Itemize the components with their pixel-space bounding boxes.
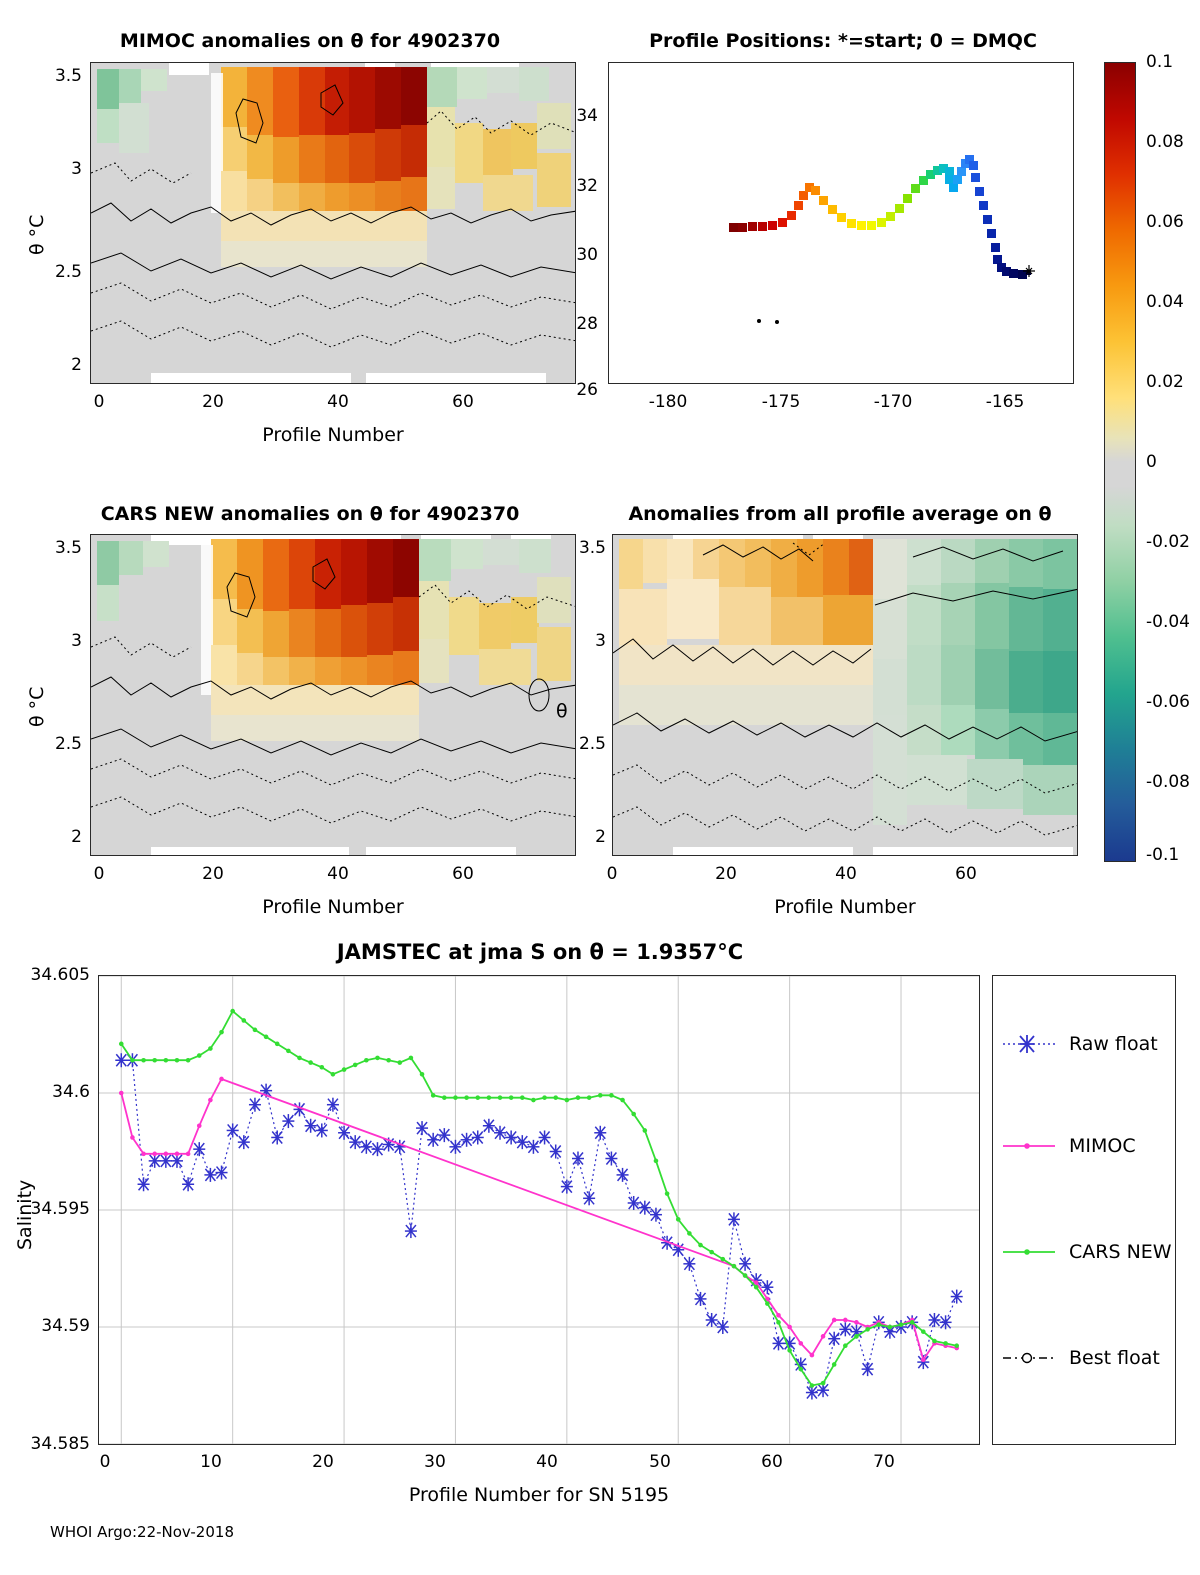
cars-xlabel: Profile Number: [262, 896, 404, 918]
jamstec-xtick-30: 30: [424, 1452, 446, 1472]
cars-ylabel: θ °C: [26, 686, 48, 727]
legend-label-cars-new: CARS NEW: [1069, 1241, 1172, 1263]
allprof-title: Anomalies from all profile average on θ: [628, 503, 1052, 525]
legend-label-mimoc: MIMOC: [1069, 1135, 1136, 1157]
colorbar-tick-3: 0.04: [1146, 292, 1184, 312]
cars-heatmap: [91, 535, 576, 856]
jamstec-xtick-50: 50: [649, 1452, 671, 1472]
positions-xtick--180: -180: [648, 392, 688, 412]
jamstec-xlabel: Profile Number for SN 5195: [408, 1484, 670, 1506]
positions-xtick--175: -175: [761, 392, 801, 412]
colorbar-tick-2: 0.06: [1146, 212, 1184, 232]
jamstec-ytick-34.595: 34.595: [30, 1199, 90, 1219]
mimoc-ylabel: θ °C: [26, 214, 48, 255]
allprof-xtick-20: 20: [715, 864, 737, 884]
colorbar-tick-0: 0.1: [1146, 52, 1174, 72]
mimoc-title: MIMOC anomalies on θ for 4902370: [119, 30, 501, 52]
positions-ytick-30: 30: [576, 245, 598, 265]
mimoc-ytick-3: 3: [71, 159, 82, 179]
positions-ytick-28: 28: [576, 314, 598, 334]
jamstec-ytick-34.59: 34.59: [41, 1316, 90, 1336]
colorbar-tick-1: 0.08: [1146, 132, 1184, 152]
allprof-ytick-3: 3: [595, 631, 606, 651]
jamstec-xtick-0: 0: [99, 1452, 111, 1472]
jamstec-ylabel: Salinity: [14, 1179, 36, 1250]
allprof-ytick-2.5: 2.5: [578, 734, 606, 754]
jamstec-ytick-34.6: 34.6: [52, 1082, 90, 1102]
positions-ytick-26: 26: [576, 380, 598, 400]
allprof-xlabel: Profile Number: [774, 896, 916, 918]
cars-ytick-2.5: 2.5: [54, 734, 82, 754]
mimoc-xtick-20: 20: [202, 392, 224, 412]
mimoc-plot-area: [90, 62, 576, 384]
mimoc-ytick-2: 2: [71, 355, 82, 375]
cars-xtick-0: 0: [93, 864, 105, 884]
legend-label-best-float: Best float: [1069, 1347, 1160, 1369]
cars-ytick-3.5: 3.5: [54, 538, 82, 558]
jamstec-xtick-60: 60: [761, 1452, 783, 1472]
allprof-xtick-40: 40: [835, 864, 857, 884]
legend-label-raw-float: Raw float: [1069, 1033, 1158, 1055]
mimoc-heatmap: [91, 63, 576, 384]
colorbar-tick-7: -0.04: [1146, 612, 1190, 632]
positions-plot-area: [608, 62, 1074, 384]
positions-xtick--170: -170: [873, 392, 913, 412]
allprof-plot-area: [612, 534, 1078, 856]
colorbar-tick-4: 0.02: [1146, 372, 1184, 392]
colorbar-tick-9: -0.08: [1146, 772, 1190, 792]
cars-title: CARS NEW anomalies on θ for 4902370: [100, 503, 520, 525]
cars-xtick-40: 40: [327, 864, 349, 884]
colorbar-tick-8: -0.06: [1146, 692, 1190, 712]
cars-ytick-2: 2: [71, 827, 82, 847]
positions-ytick-32: 32: [576, 176, 598, 196]
colorbar-gradient: [1105, 63, 1135, 861]
cars-annotation-theta: θ: [556, 700, 568, 722]
mimoc-xlabel: Profile Number: [262, 424, 404, 446]
mimoc-xtick-0: 0: [93, 392, 105, 412]
colorbar: [1104, 62, 1136, 862]
mimoc-ytick-3.5: 3.5: [54, 66, 82, 86]
colorbar-tick-6: -0.02: [1146, 532, 1190, 552]
colorbar-tick-10: -0.1: [1146, 845, 1180, 865]
mimoc-ytick-2.5: 2.5: [54, 262, 82, 282]
cars-xtick-20: 20: [202, 864, 224, 884]
jamstec-xtick-40: 40: [536, 1452, 558, 1472]
footer-text: WHOI Argo:22-Nov-2018: [50, 1523, 234, 1541]
positions-title: Profile Positions: *=start; 0 = DMQC: [649, 30, 1037, 52]
jamstec-xtick-70: 70: [873, 1452, 895, 1472]
cars-xtick-60: 60: [452, 864, 474, 884]
allprof-ytick-2: 2: [595, 827, 606, 847]
colorbar-tick-5: 0: [1146, 452, 1157, 472]
jamstec-xtick-20: 20: [312, 1452, 334, 1472]
jamstec-title: JAMSTEC at jma S on θ = 1.9357°C: [336, 940, 744, 964]
jamstec-ytick-34.605: 34.605: [30, 965, 90, 985]
positions-ytick-34: 34: [576, 106, 598, 126]
allprof-xtick-60: 60: [955, 864, 977, 884]
jamstec-xtick-10: 10: [200, 1452, 222, 1472]
jamstec-series-plot: [99, 976, 979, 1444]
jamstec-ytick-34.585: 34.585: [30, 1434, 90, 1454]
mimoc-xtick-60: 60: [452, 392, 474, 412]
cars-plot-area: [90, 534, 576, 856]
jamstec-plot-area: [98, 975, 980, 1445]
positions-xtick--165: -165: [985, 392, 1025, 412]
cars-ytick-3: 3: [71, 631, 82, 651]
allprof-heatmap: [613, 535, 1078, 856]
allprof-ytick-3.5: 3.5: [578, 538, 606, 558]
jamstec-legend: [992, 975, 1176, 1445]
positions-scatter: [609, 63, 1074, 384]
allprof-xtick-0: 0: [606, 864, 618, 884]
mimoc-xtick-40: 40: [327, 392, 349, 412]
